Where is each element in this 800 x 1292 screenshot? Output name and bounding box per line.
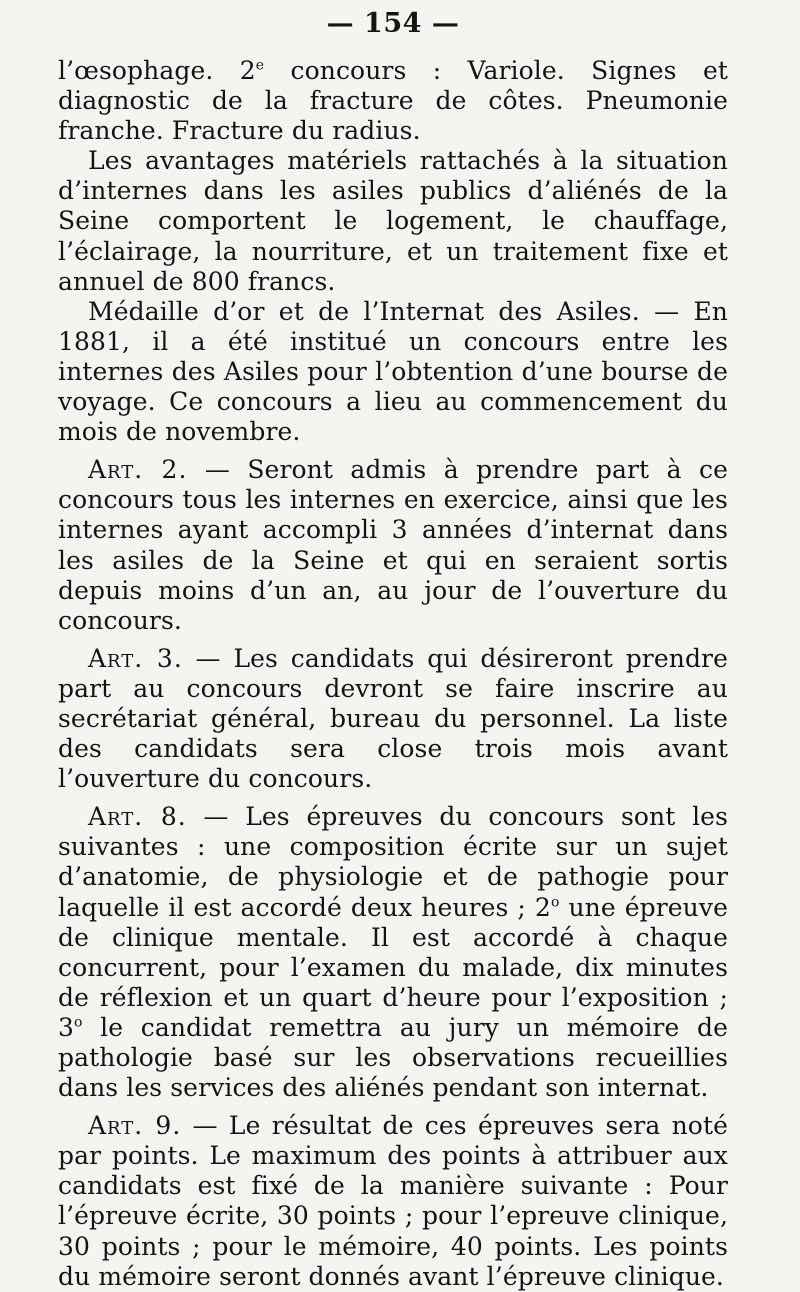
paragraph-text: Les avantages matériels rattachés à la situation d’internes dans les asiles publics d’aliénés de la Seine comportent le logement, le chauffage, l’éclairage, la nourriture, et un traitement fixe et annuel de 800 francs. [58,146,728,296]
paragraph-text: l’œsophage. 2 [58,56,256,85]
article-label: Art. 3. [88,643,183,673]
paragraph-text: le candidat remettra au jury un mémoire de pathologie basé sur les observations recueillies dans les services des aliénés pendant son internat. [58,1012,728,1103]
paragraph-text: — Seront admis à prendre part à ce concours tous les internes en exercice, ainsi que les internes ayant accompli 3 années d’internat dans les asiles de la Seine et qui en seraient sortis depuis moins d’un an, au jour de l’ouverture du concours. [58,455,728,635]
paragraph-benefits [58,146,728,296]
superscript-text: o [550,894,560,911]
article-label: Art. 2. [88,455,188,485]
superscript-text: o [74,1014,83,1031]
page-number: — 154 — [326,8,460,39]
paragraph-text: une épreuve de clinique mentale. Il est accordé à chaque concurrent, pour l’examen du malade, dix minutes de réflexion et un quart d’heure pour l’exposition ; 3 [58,892,728,1042]
paragraph-text: — Les candidats qui désireront prendre part au concours devront se faire inscrire au secrétariat général, bureau du personnel. La liste des candidats sera close trois mois avant l’ouverture du concours. [58,643,728,794]
article-label: Art. 8. [88,802,187,832]
paragraph-art-9 [58,1111,728,1292]
paragraph-text: Médaille d’or et de l’Internat des Asiles. — En 1881, il a été institué un concours entre les internes des Asiles pour l’obtention d’une bourse de voyage. Ce concours a lieu au commencement du mois de novembre. [58,296,728,447]
paragraph-intro [58,56,728,146]
paragraph-text: — Les épreuves du concours sont les suivantes : une composition écrite sur un sujet d’anatomie, de physiologie et de pathogie pour laquelle il est accordé deux heures ; 2 [58,802,728,922]
paragraph-text: — Le résultat de ces épreuves sera noté par points. Le maximum des points à attribuer aux candidats est fixé de la manière suivante : Pour l’épreuve écrite, 30 points ; pour l’epreuve clinique, 30 points ; pour le mémoire, 40 points. Les points du mémoire seront donnés avant l’épreuve clinique. [58,1111,729,1291]
paragraph-medal [58,297,728,447]
paragraph-art-3 [58,644,728,794]
paragraph-art-2 [58,455,728,636]
article-label: Art. 9. [88,1111,182,1141]
paragraph-text: concours : Variole. Signes et diagnostic de la fracture de côtes. Pneumonie franche. Fracture du radius. [58,56,729,146]
book-page [58,8,728,1292]
page-body [58,56,728,1292]
paragraph-art-8 [58,802,728,1103]
superscript-text: e [255,57,265,74]
